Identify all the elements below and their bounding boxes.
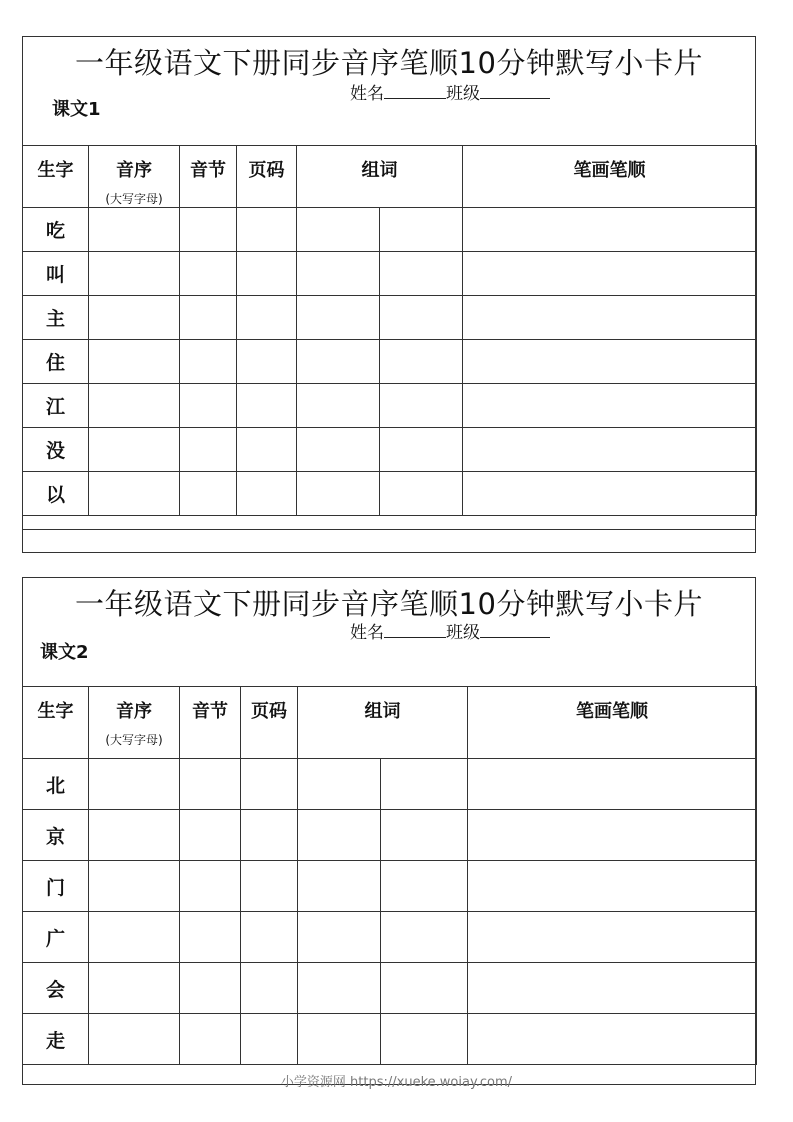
page-cell[interactable] (241, 912, 298, 963)
page-cell[interactable] (237, 252, 297, 296)
char-cell: 北 (23, 759, 89, 810)
strokes-cell[interactable] (463, 428, 757, 472)
syllable-cell[interactable] (180, 252, 237, 296)
page-cell[interactable] (237, 384, 297, 428)
page-cell[interactable] (237, 472, 297, 516)
char-cell: 吃 (23, 208, 89, 252)
order-cell[interactable] (89, 472, 180, 516)
table-row (23, 252, 757, 296)
word-cell-1[interactable] (297, 428, 380, 472)
syllable-cell[interactable] (180, 1014, 241, 1065)
order-cell[interactable] (89, 252, 180, 296)
order-cell[interactable] (89, 912, 180, 963)
header-order-note: (大写字母) (105, 192, 163, 206)
order-cell[interactable] (89, 861, 180, 912)
divider-line (23, 529, 755, 530)
page-cell[interactable] (241, 1014, 298, 1065)
word-cell-2[interactable] (380, 208, 463, 252)
char-cell: 主 (23, 296, 89, 340)
syllable-cell[interactable] (180, 296, 237, 340)
page-cell[interactable] (241, 963, 298, 1014)
strokes-cell[interactable] (468, 963, 757, 1014)
word-cell-1[interactable] (297, 384, 380, 428)
class-blank[interactable] (480, 623, 550, 638)
table-row (23, 912, 757, 963)
order-cell[interactable] (89, 340, 180, 384)
word-cell-1[interactable] (298, 759, 381, 810)
name-label: 姓名 (350, 84, 384, 104)
order-cell[interactable] (89, 296, 180, 340)
header-char: 生字 (23, 146, 89, 208)
syllable-cell[interactable] (180, 861, 241, 912)
order-cell[interactable] (89, 384, 180, 428)
char-cell: 会 (23, 963, 89, 1014)
strokes-cell[interactable] (468, 810, 757, 861)
syllable-cell[interactable] (180, 912, 241, 963)
strokes-cell[interactable] (463, 208, 757, 252)
word-cell-1[interactable] (298, 861, 381, 912)
syllable-cell[interactable] (180, 472, 237, 516)
header-strokes: 笔画笔顺 (468, 687, 757, 759)
header-words: 组词 (297, 146, 463, 208)
page-cell[interactable] (241, 861, 298, 912)
header-strokes: 笔画笔顺 (463, 146, 757, 208)
strokes-cell[interactable] (463, 384, 757, 428)
word-cell-2[interactable] (381, 861, 468, 912)
word-cell-1[interactable] (297, 296, 380, 340)
char-cell: 门 (23, 861, 89, 912)
syllable-cell[interactable] (180, 384, 237, 428)
table-row (23, 861, 757, 912)
word-cell-1[interactable] (298, 810, 381, 861)
dictation-card-2 (22, 577, 756, 1085)
page-cell[interactable] (241, 810, 298, 861)
lesson-label: 课文1 (52, 99, 101, 120)
class-blank[interactable] (480, 84, 550, 99)
header-words: 组词 (298, 687, 468, 759)
word-cell-2[interactable] (380, 252, 463, 296)
page-cell[interactable] (237, 208, 297, 252)
table-row (23, 963, 757, 1014)
word-cell-1[interactable] (297, 340, 380, 384)
order-cell[interactable] (89, 759, 180, 810)
syllable-cell[interactable] (180, 340, 237, 384)
order-cell[interactable] (89, 963, 180, 1014)
word-cell-2[interactable] (381, 1014, 468, 1065)
word-cell-1[interactable] (298, 912, 381, 963)
name-blank[interactable] (384, 84, 446, 99)
syllable-cell[interactable] (180, 759, 241, 810)
word-cell-1[interactable] (298, 1014, 381, 1065)
site-footer: 小学资源网 https://xueke.woiay.com/ (280, 1075, 513, 1090)
table-row (23, 384, 757, 428)
word-cell-1[interactable] (297, 208, 380, 252)
name-class-line (350, 79, 550, 104)
header-order: 音序 (大写字母) (89, 687, 180, 759)
syllable-cell[interactable] (180, 963, 241, 1014)
table-row (23, 1014, 757, 1065)
name-blank[interactable] (384, 623, 446, 638)
dictation-table (22, 145, 757, 516)
word-cell-2[interactable] (380, 340, 463, 384)
header-page: 页码 (237, 146, 297, 208)
word-cell-2[interactable] (381, 810, 468, 861)
strokes-cell[interactable] (463, 252, 757, 296)
word-cell-2[interactable] (381, 759, 468, 810)
syllable-cell[interactable] (180, 810, 241, 861)
char-cell: 叫 (23, 252, 89, 296)
word-cell-2[interactable] (380, 296, 463, 340)
table-row (23, 428, 757, 472)
name-label: 姓名 (350, 623, 384, 643)
order-cell[interactable] (89, 208, 180, 252)
syllable-cell[interactable] (180, 208, 237, 252)
strokes-cell[interactable] (463, 340, 757, 384)
class-label: 班级 (446, 623, 480, 643)
header-syllable: 音节 (180, 146, 237, 208)
strokes-cell[interactable] (468, 1014, 757, 1065)
table-row (23, 810, 757, 861)
word-cell-2[interactable] (381, 963, 468, 1014)
table-row (23, 340, 757, 384)
header-order-note: (大写字母) (105, 733, 163, 747)
lesson-label: 课文2 (40, 642, 89, 663)
card-title: 一年级语文下册同步音序笔顺10分钟默写小卡片 (75, 46, 703, 80)
class-label: 班级 (446, 84, 480, 104)
page-cell[interactable] (237, 340, 297, 384)
syllable-cell[interactable] (180, 428, 237, 472)
page-cell[interactable] (237, 428, 297, 472)
word-cell-2[interactable] (381, 912, 468, 963)
char-cell: 以 (23, 472, 89, 516)
order-cell[interactable] (89, 810, 180, 861)
table-row (23, 208, 757, 252)
char-cell: 京 (23, 810, 89, 861)
header-row (23, 687, 757, 759)
strokes-cell[interactable] (468, 861, 757, 912)
char-cell: 走 (23, 1014, 89, 1065)
word-cell-1[interactable] (297, 472, 380, 516)
name-class-line (350, 618, 550, 643)
dictation-card-1 (22, 36, 756, 553)
strokes-cell[interactable] (463, 296, 757, 340)
page-cell[interactable] (237, 296, 297, 340)
table-row (23, 472, 757, 516)
dictation-table (22, 686, 757, 1065)
word-cell-2[interactable] (380, 384, 463, 428)
char-cell: 广 (23, 912, 89, 963)
word-cell-1[interactable] (297, 252, 380, 296)
char-cell: 没 (23, 428, 89, 472)
char-cell: 住 (23, 340, 89, 384)
header-char: 生字 (23, 687, 89, 759)
order-cell[interactable] (89, 428, 180, 472)
table-row (23, 296, 757, 340)
header-order: 音序 (大写字母) (89, 146, 180, 208)
order-cell[interactable] (89, 1014, 180, 1065)
card-title: 一年级语文下册同步音序笔顺10分钟默写小卡片 (75, 587, 703, 621)
word-cell-2[interactable] (380, 428, 463, 472)
header-syllable: 音节 (180, 687, 241, 759)
table-row (23, 759, 757, 810)
page-cell[interactable] (241, 759, 298, 810)
char-cell: 江 (23, 384, 89, 428)
strokes-cell[interactable] (468, 912, 757, 963)
word-cell-1[interactable] (298, 963, 381, 1014)
header-row (23, 146, 757, 208)
word-cell-2[interactable] (380, 472, 463, 516)
strokes-cell[interactable] (463, 472, 757, 516)
header-page: 页码 (241, 687, 298, 759)
strokes-cell[interactable] (468, 759, 757, 810)
